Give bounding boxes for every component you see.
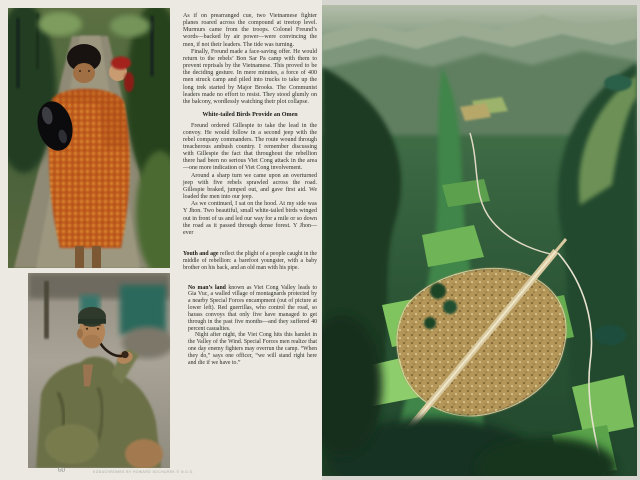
photo-aerial-viet-cong-valley xyxy=(322,5,637,476)
body-paragraph: Freund ordered Gillespie to take the lead in the convoy. He would follow in a second jeep with the rebel company commanders. The route wound through treacherous ambush country. I remember discussing with Gillespie the fact that throughout the rebellion there had been no serious Viet Cong attack in the area—one more indication of Viet Cong involvement. xyxy=(183,122,317,172)
photo-boy-carrying-baby xyxy=(8,8,170,268)
caption-no-mans-land xyxy=(188,285,317,367)
article-text-column xyxy=(183,13,317,367)
caption-youth-and-age xyxy=(183,251,317,272)
caption-lead: No man’s land xyxy=(188,284,226,291)
body-paragraph: Around a sharp turn we came upon an overturned jeep with five rebels sprawled across the road. Gillespie braked, jumped out, and gave first aid. We loaded the men into our jeep. xyxy=(183,172,317,201)
body-paragraph: As if on prearranged cue, two Vietnamese fighter planes roared across the compound at treetop level. Murmurs came from the troops. Colonel Freund’s words—backed by air power—were convincing the men, if not their leaders. The tide was turning. xyxy=(183,13,317,48)
body-paragraph: As we continued, I sat on the hood. At my side was Y Jhon. Two beautiful, small white-tailed birds winged out in front of us and led our way for a mile or so down the road as it passed through dense forest. Y Jhon—ever xyxy=(183,201,317,236)
caption-paragraph xyxy=(188,285,317,333)
photo-aerial-art xyxy=(322,5,637,476)
caption-lead: Youth and age xyxy=(183,251,219,258)
caption-text: reflect the plight of a people caught in the middle of rebellion: a barefoot youngster, with a baby brother on his back, and an old man with his pipe. xyxy=(183,251,317,271)
photo-old-man-with-pipe xyxy=(28,273,170,468)
photo-boy-art xyxy=(8,8,170,268)
caption-paragraph: Night after night, the Viet Cong hits this hamlet in the Valley of the Wind. Special Forces men realize that one day enemy fighters may overrun the camp. “When they do,” says one officer, “we will stand right here and die if we have to.” xyxy=(188,332,317,366)
caption-text: known as Viet Cong Valley leads to Gia Vuc, a walled village of montagnards protected by a nearby Special Forces encampment (out of picture at lower left). Red guerrillas, who control the road, so harass convoys that only five have managed to get through in the past five months—and they suffered 40 percent casualties. xyxy=(188,284,317,332)
page-number: 60 xyxy=(58,466,65,474)
body-paragraph: Finally, Freund made a face-saving offer. He would return to the rebels’ Bon Sar Pa camp with them to prevent reprisals by the Vietnamese. This proved to be the deciding gesture. In mere minutes, a force of 400 men struck camp and piled into trucks to take up the long trek started by Major Brooks. The Communist leaders made no effort to resist. They stood glumly on the balcony, wordlessly watching their plot collapse. xyxy=(183,48,317,105)
photo-man-art xyxy=(28,273,170,468)
photo-credit: KODACHROMES BY HOWARD SOCHUREK © N.G.S. xyxy=(93,470,194,474)
section-heading: White-tailed Birds Provide an Omen xyxy=(202,111,298,118)
